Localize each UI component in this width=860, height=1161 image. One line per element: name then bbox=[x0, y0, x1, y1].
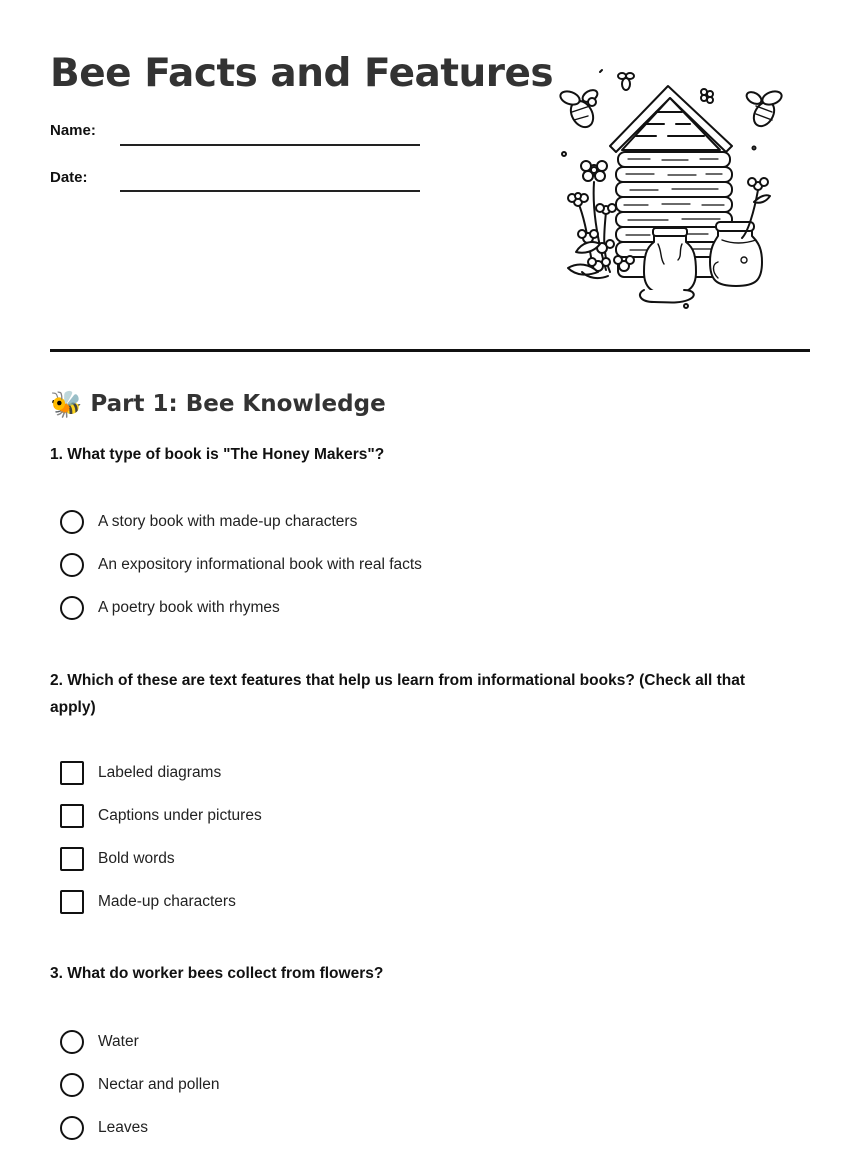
worksheet-page bbox=[50, 0, 810, 1161]
name-input-line[interactable] bbox=[120, 144, 420, 146]
option-label: Nectar and pollen bbox=[98, 1076, 220, 1093]
option-label: Leaves bbox=[98, 1119, 148, 1136]
checkbox[interactable] bbox=[60, 890, 84, 914]
option-label: Water bbox=[98, 1033, 139, 1050]
q2-option-3[interactable] bbox=[60, 846, 175, 872]
q3-option-1[interactable] bbox=[60, 1029, 139, 1055]
page-title: Bee Facts and Features bbox=[50, 51, 554, 96]
header-divider bbox=[50, 349, 810, 352]
option-label: A story book with made-up characters bbox=[98, 513, 358, 530]
radio-button[interactable] bbox=[60, 510, 84, 534]
date-input-line[interactable] bbox=[120, 190, 420, 192]
option-label: An expository informational book with real facts bbox=[98, 556, 422, 573]
section-title-text: Part 1: Bee Knowledge bbox=[90, 391, 386, 417]
q2-option-1[interactable] bbox=[60, 760, 221, 786]
section-heading bbox=[50, 386, 386, 422]
name-field bbox=[50, 122, 430, 152]
beehive-illustration bbox=[558, 62, 790, 314]
name-label: Name: bbox=[50, 122, 96, 139]
q3-option-2[interactable] bbox=[60, 1072, 220, 1098]
question-3: 3. What do worker bees collect from flowers? bbox=[50, 965, 384, 982]
checkbox[interactable] bbox=[60, 761, 84, 785]
q1-option-1[interactable] bbox=[60, 509, 357, 535]
option-label: A poetry book with rhymes bbox=[98, 599, 280, 616]
q2-option-2[interactable] bbox=[60, 803, 262, 829]
q1-option-2[interactable] bbox=[60, 552, 422, 578]
q2-option-4[interactable] bbox=[60, 889, 236, 915]
date-field bbox=[50, 169, 430, 199]
option-label: Captions under pictures bbox=[98, 807, 262, 824]
worksheet-header bbox=[50, 0, 810, 352]
radio-button[interactable] bbox=[60, 553, 84, 577]
bee-icon: 🐝 bbox=[50, 389, 83, 419]
checkbox[interactable] bbox=[60, 804, 84, 828]
radio-button[interactable] bbox=[60, 1030, 84, 1054]
radio-button[interactable] bbox=[60, 1073, 84, 1097]
question-1: 1. What type of book is "The Honey Makers"? bbox=[50, 446, 385, 463]
radio-button[interactable] bbox=[60, 596, 84, 620]
checkbox[interactable] bbox=[60, 847, 84, 871]
q1-option-3[interactable] bbox=[60, 595, 280, 621]
q3-option-3[interactable] bbox=[60, 1115, 148, 1141]
option-label: Bold words bbox=[98, 850, 175, 867]
option-label: Labeled diagrams bbox=[98, 764, 222, 781]
option-label: Made-up characters bbox=[98, 893, 236, 910]
question-2: 2. Which of these are text features that help us learn from informational books? (Check all that apply) bbox=[50, 672, 746, 716]
date-label: Date: bbox=[50, 169, 88, 186]
radio-button[interactable] bbox=[60, 1116, 84, 1140]
